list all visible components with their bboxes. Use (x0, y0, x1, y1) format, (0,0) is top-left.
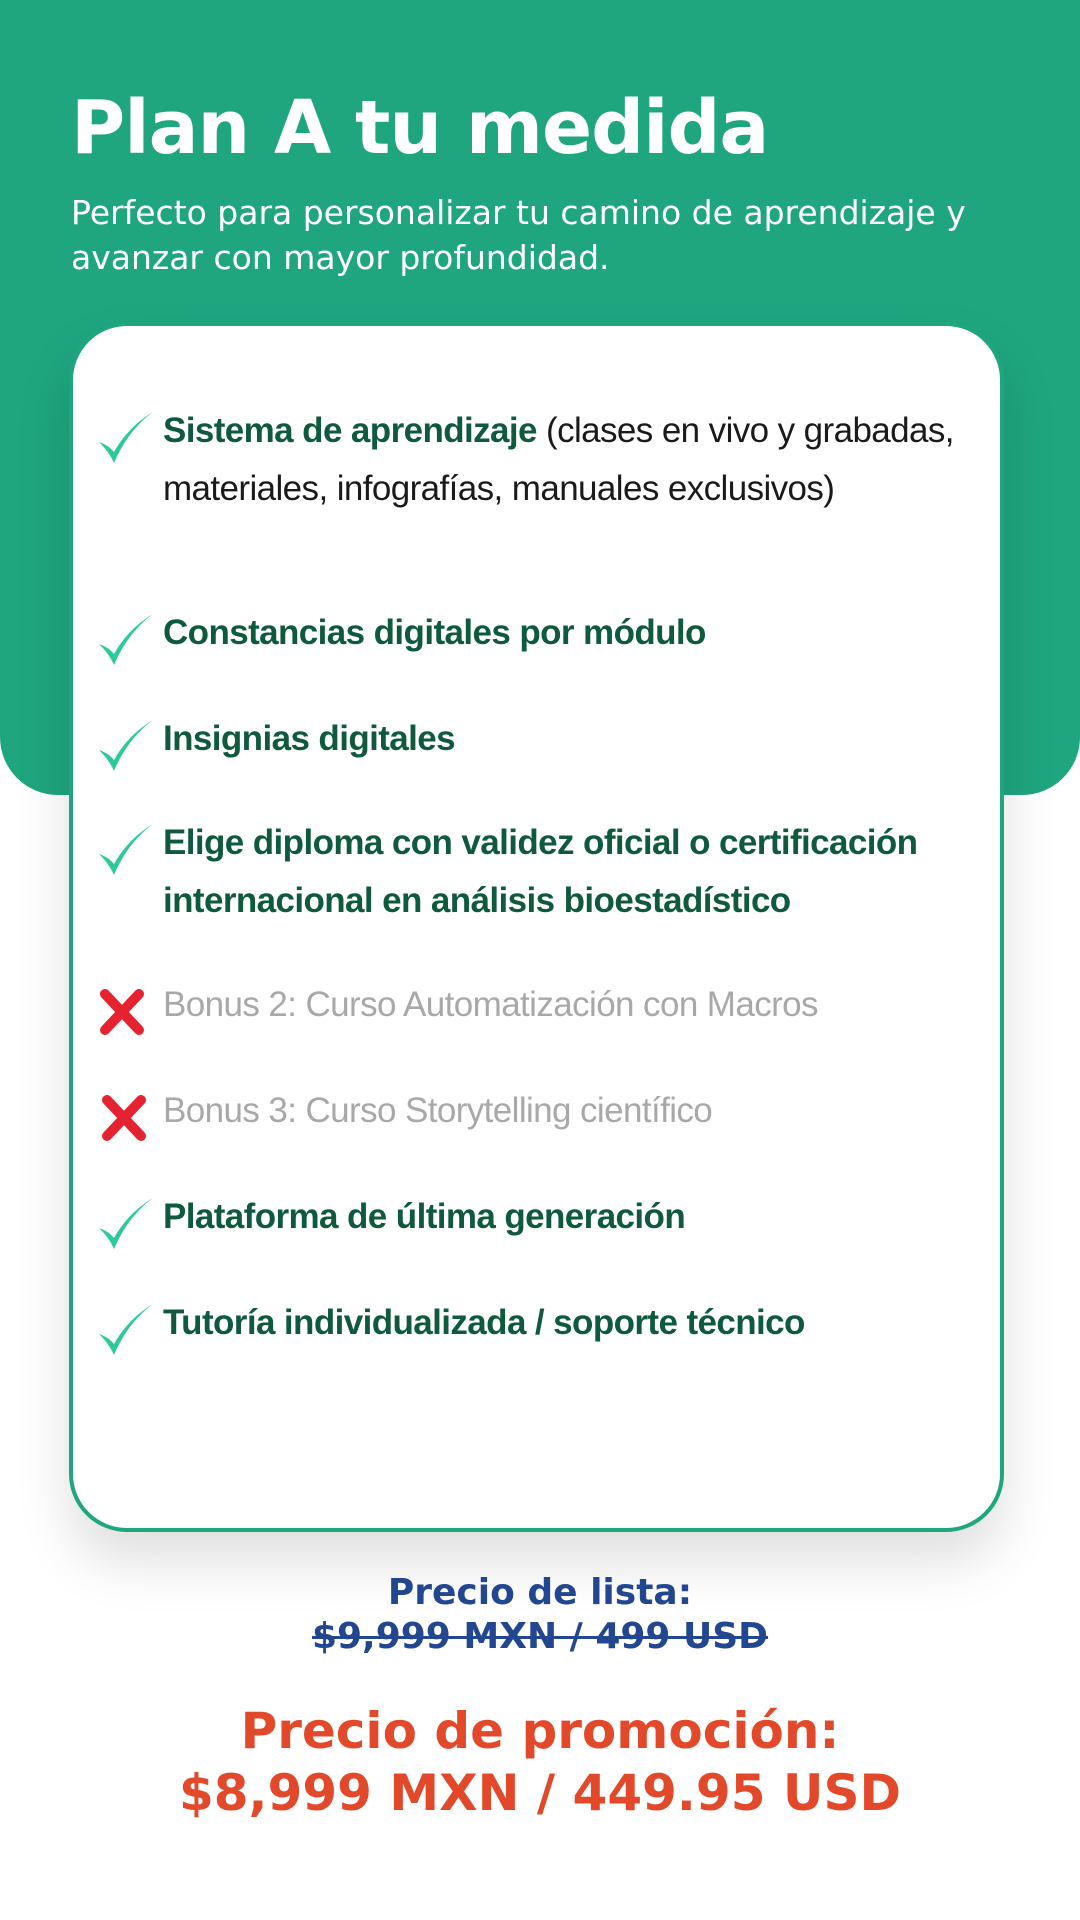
feature-item (73, 1082, 1008, 1152)
feature-label: Sistema de aprendizaje (clases en vivo y grabadas, materiales, infografías, manuales exclusivos) (163, 411, 954, 508)
check-icon (93, 714, 157, 778)
check-icon (93, 1298, 157, 1362)
cross-icon (93, 980, 157, 1044)
list-price-value: $9,999 MXN / 499 USD (311, 1616, 769, 1657)
feature-label: Constancias digitales por módulo (163, 613, 706, 652)
feature-label: Elige diploma con validez oficial o certificación internacional en análisis bioestadístico (163, 823, 918, 920)
feature-item (73, 1188, 1008, 1258)
feature-item (73, 814, 1008, 920)
feature-item (73, 710, 1008, 780)
plan-features-card (69, 322, 1004, 1532)
check-icon (93, 1192, 157, 1256)
page-subtitle: Perfecto para personalizar tu camino de aprendizaje y avanzar con mayor profundidad. (71, 193, 966, 277)
list-price-label: Precio de lista: (387, 1572, 693, 1613)
feature-label: Insignias digitales (163, 719, 456, 758)
feature-label: Tutoría individualizada / soporte técnico (163, 1303, 805, 1342)
promo-price-value: $8,999 MXN / 449.95 USD (178, 1764, 902, 1822)
feature-item (73, 604, 1008, 674)
check-icon (93, 608, 157, 672)
cross-icon (93, 1086, 157, 1150)
promo-price-label: Precio de promoción: (240, 1702, 840, 1760)
feature-label: Bonus 2: Curso Automatización con Macros (163, 985, 818, 1024)
feature-label: Plataforma de última generación (163, 1197, 686, 1236)
check-icon (93, 406, 157, 470)
feature-item (73, 402, 1008, 508)
feature-label: Bonus 3: Curso Storytelling científico (163, 1091, 713, 1130)
feature-item (73, 976, 1008, 1046)
check-icon (93, 818, 157, 882)
page-title: Plan A tu medida (71, 85, 769, 171)
feature-item (73, 1294, 1008, 1364)
